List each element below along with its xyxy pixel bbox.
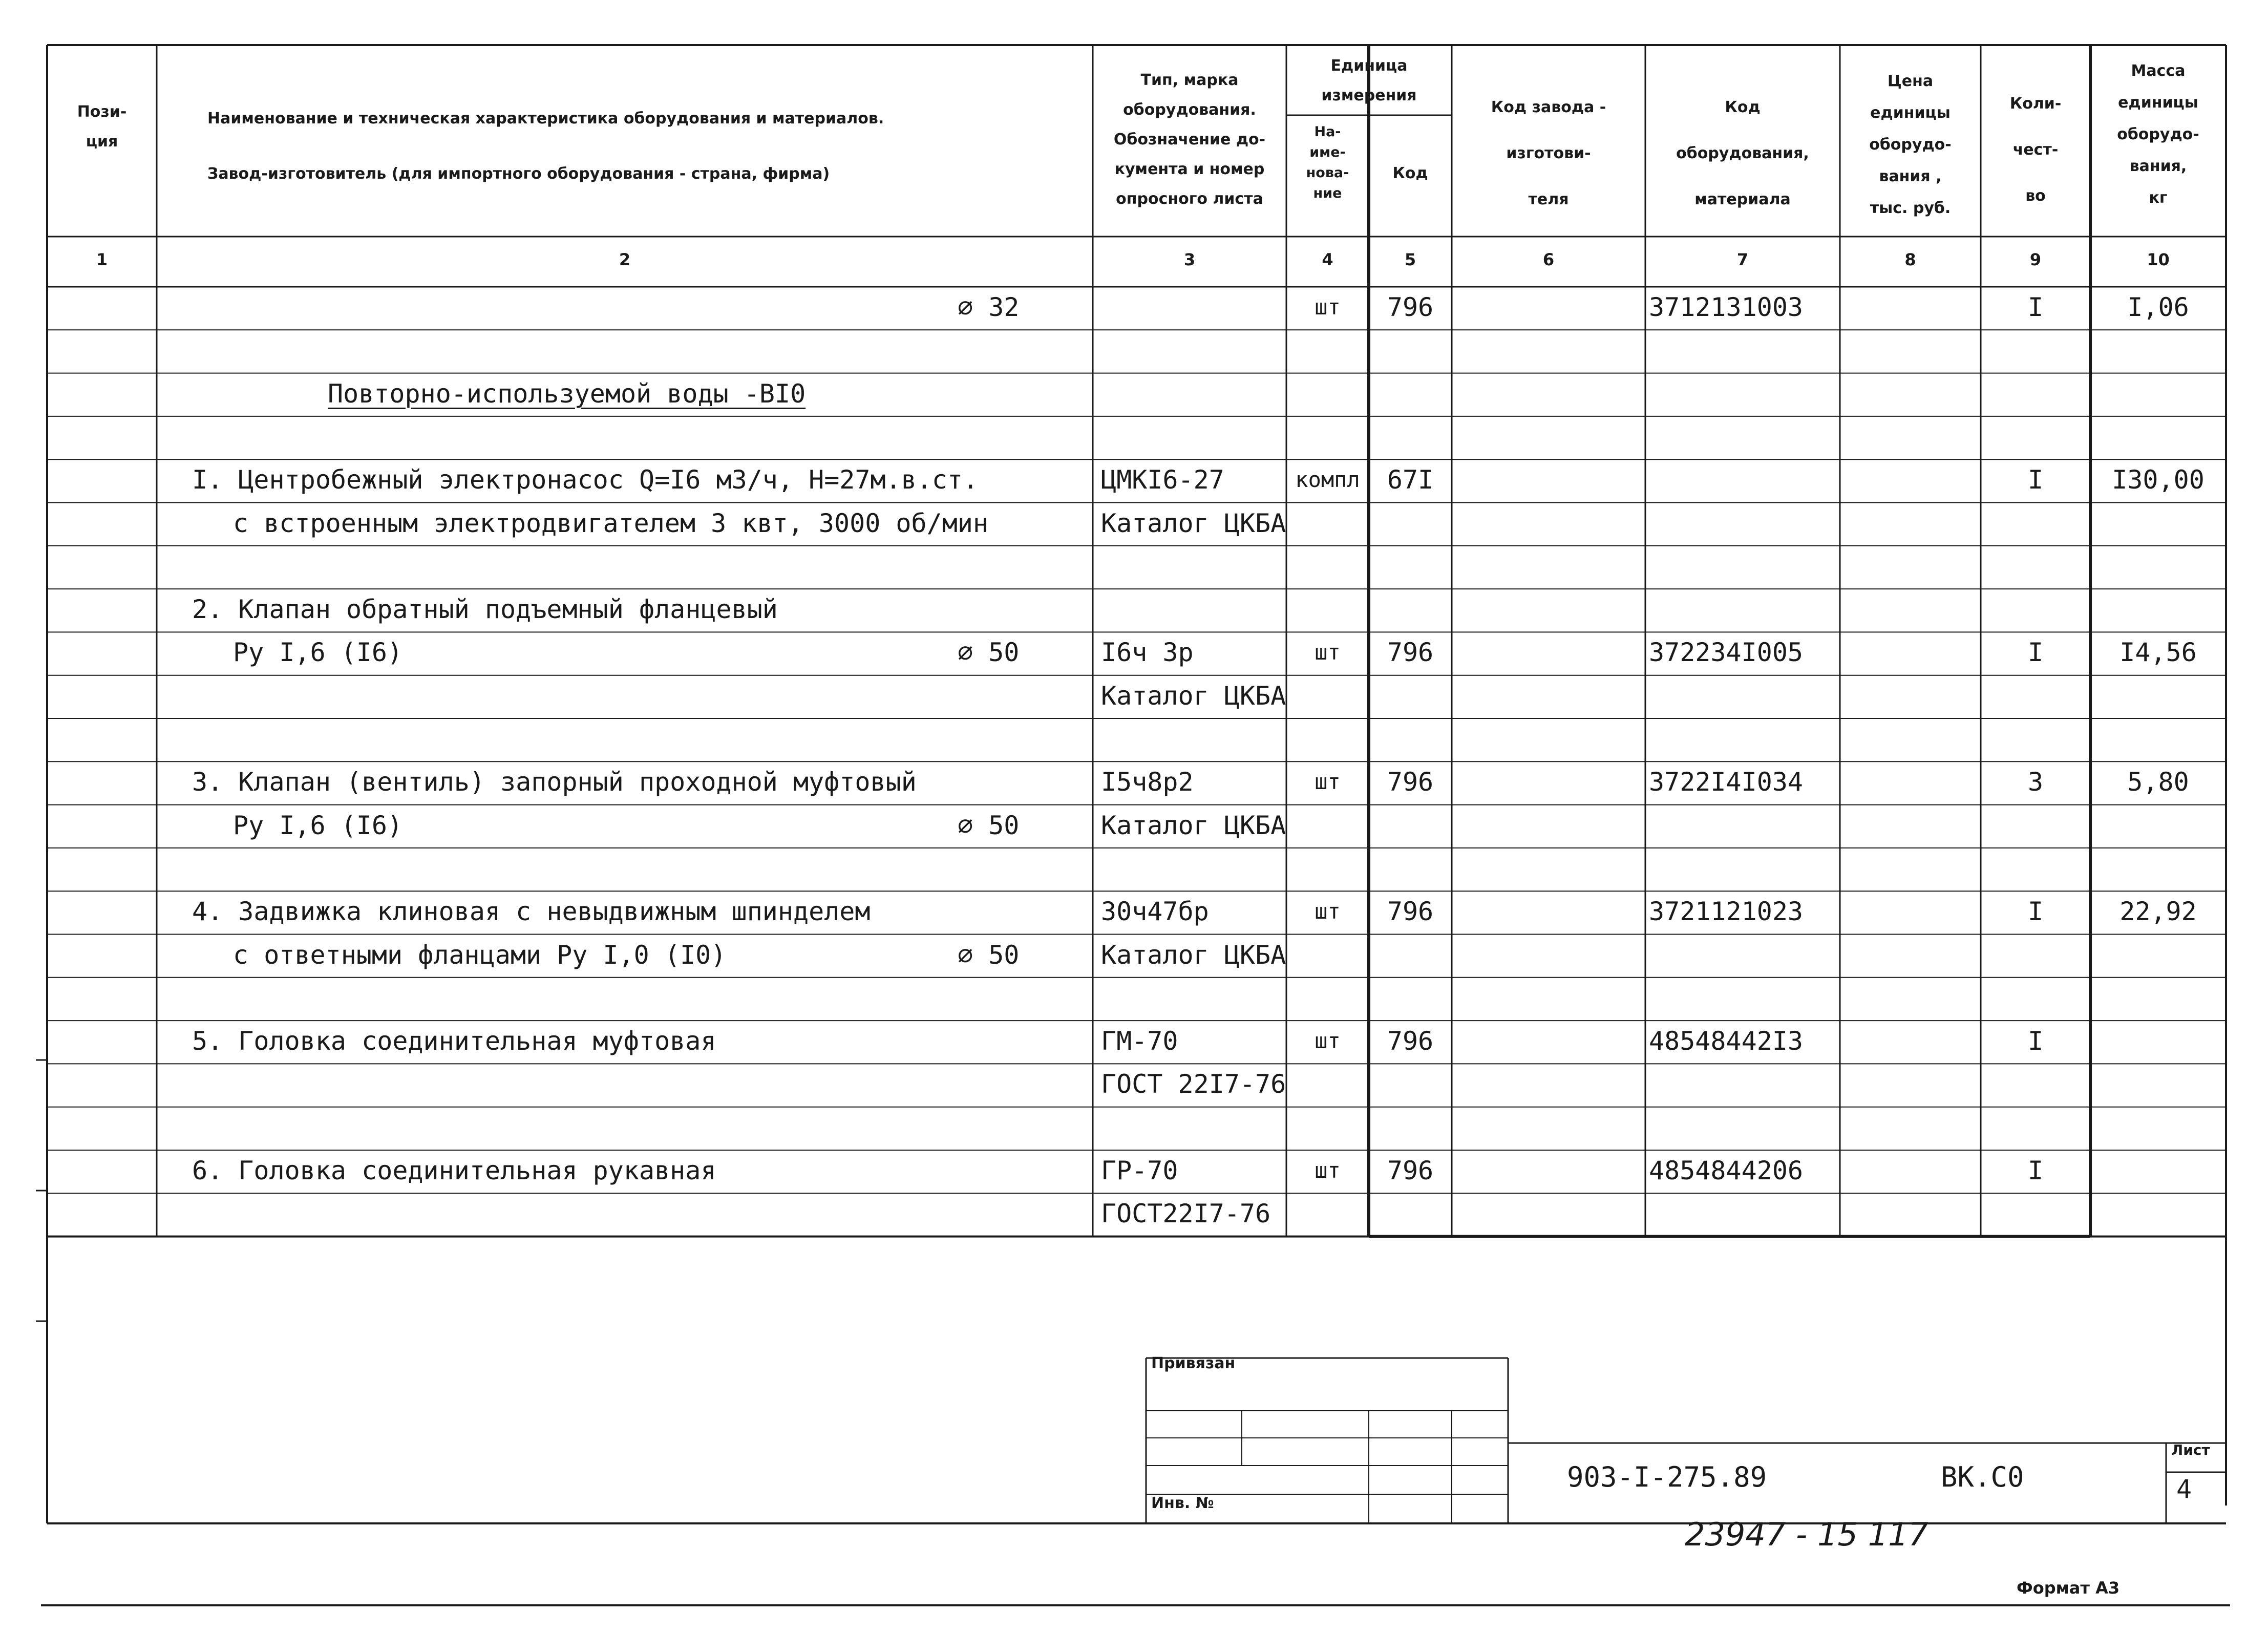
column-number: 6: [1542, 250, 1555, 269]
header-h1: Пози- ция: [77, 103, 127, 151]
header-h4: На- име- нова- ние: [1306, 124, 1349, 201]
header-h7: Код оборудования, материала: [1676, 98, 1809, 208]
unit-name: шт: [1315, 769, 1341, 795]
unit-mass: I30,00: [2112, 465, 2205, 495]
unit-mass: 5,80: [2127, 767, 2189, 797]
header-h6: Код завода - изготови- теля: [1491, 98, 1606, 208]
unit-name: шт: [1315, 1028, 1341, 1054]
unit-code: 796: [1387, 638, 1434, 668]
nominal-diameter: ⌀ 50: [958, 810, 1020, 840]
equipment-type: I5ч8р2: [1101, 767, 1194, 797]
equipment-type: Каталог ЦКБА: [1101, 810, 1286, 840]
header-h9: Коли- чест- во: [2009, 95, 2062, 205]
quantity: I: [2027, 465, 2044, 495]
equipment-type: ГМ-70: [1101, 1026, 1178, 1056]
equipment-type: Каталог ЦКБА: [1101, 681, 1286, 711]
equipment-code: 48548442I3: [1649, 1026, 1804, 1056]
equipment-type: 30ч47бр: [1101, 897, 1209, 927]
item-name: Ру I,6 (I6): [233, 638, 403, 668]
equipment-code: 3712131003: [1649, 292, 1804, 322]
unit-name: шт: [1315, 1158, 1341, 1183]
quantity: I: [2027, 638, 2044, 668]
unit-mass: 22,92: [2119, 897, 2197, 927]
equipment-type: Каталог ЦКБА: [1101, 508, 1286, 538]
unit-code: 67I: [1387, 465, 1434, 495]
column-number: 8: [1904, 250, 1916, 269]
nominal-diameter: ⌀ 50: [958, 940, 1020, 970]
item-name: 5. Головка соединительная муфтовая: [192, 1026, 716, 1056]
item-name: 6. Головка соединительная рукавная: [192, 1156, 716, 1185]
item-name: Ру I,6 (I6): [233, 810, 403, 840]
item-name: 2. Клапан обратный подъемный фланцевый: [192, 595, 778, 625]
unit-name: шт: [1315, 294, 1341, 320]
unit-code: 796: [1387, 767, 1434, 797]
column-number: 2: [619, 250, 631, 269]
equipment-type: Каталог ЦКБА: [1101, 940, 1286, 970]
sheet-number: 4: [2176, 1474, 2192, 1504]
header-h2: Наименование и техническая характеристика оборудования и материалов. Завод-изготовитель (для импортного оборудования - страна, фирма): [207, 110, 884, 183]
equipment-code: 4854844206: [1649, 1156, 1804, 1185]
column-number: 1: [96, 250, 108, 269]
equipment-code: 3722I4I034: [1649, 767, 1804, 797]
header-h4_group: Единица измерения: [1321, 57, 1417, 104]
unit-code: 796: [1387, 1156, 1434, 1185]
quantity: I: [2027, 1026, 2044, 1056]
column-number: 10: [2147, 250, 2170, 269]
unit-mass: I4,56: [2119, 638, 2197, 668]
inventory-number-label: Инв. №: [1151, 1494, 1214, 1512]
document-code: 903-I-275.89: [1567, 1461, 1767, 1493]
header-h3: Тип, марка оборудования. Обозначение до- кумента и номер опросного листа: [1113, 71, 1266, 208]
sheet-label: Лист: [2171, 1441, 2210, 1458]
unit-code: 796: [1387, 292, 1434, 322]
document-mark: ВК.С0: [1941, 1461, 2024, 1493]
quantity: 3: [2027, 767, 2044, 797]
unit-code: 796: [1387, 897, 1434, 927]
item-name: 3. Клапан (вентиль) запорный проходной муфтовый: [192, 767, 917, 797]
nominal-diameter: ⌀ 50: [958, 638, 1020, 668]
quantity: I: [2027, 1156, 2044, 1185]
equipment-type: ГР-70: [1101, 1156, 1178, 1185]
equipment-code: 3721121023: [1649, 897, 1804, 927]
column-number: 5: [1404, 250, 1416, 269]
item-name: I. Центробежный электронасос Q=I6 м3/ч, Н=27м.в.ст.: [192, 465, 979, 495]
column-number: 4: [1322, 250, 1333, 269]
header-h10: Масса единицы оборудо- вания, кг: [2117, 62, 2199, 207]
column-number: 7: [1736, 250, 1749, 269]
header-h8: Цена единицы оборудо- вания , тыс. руб.: [1869, 72, 1952, 217]
header-h5: Код: [1392, 164, 1428, 182]
unit-name: шт: [1315, 899, 1341, 924]
equipment-type: ЦМКI6-27: [1101, 465, 1224, 495]
item-name: с ответными фланцами Ру I,0 (I0): [233, 940, 727, 970]
equipment-code: 372234I005: [1649, 638, 1804, 668]
item-name: с встроенным электродвигателем 3 квт, 3000 об/мин: [233, 508, 989, 538]
unit-code: 796: [1387, 1026, 1434, 1056]
item-name: Повторно-используемой воды -BI0: [328, 378, 806, 409]
quantity: I: [2027, 292, 2044, 322]
equipment-type: ГОСТ22I7-76: [1101, 1199, 1271, 1229]
column-number: 9: [2029, 250, 2042, 269]
nominal-diameter: ⌀ 32: [958, 292, 1020, 322]
unit-name: компл: [1295, 467, 1360, 493]
equipment-type: I6ч 3р: [1101, 638, 1194, 668]
unit-mass: I,06: [2127, 292, 2189, 322]
equipment-type: ГОСТ 22I7-76: [1101, 1069, 1286, 1099]
quantity: I: [2027, 897, 2044, 927]
handwritten-inventory-number: 23947 - 15 117: [1685, 1516, 1928, 1553]
column-number: 3: [1183, 250, 1196, 269]
format-label: Формат А3: [2017, 1578, 2120, 1598]
unit-name: шт: [1315, 640, 1341, 665]
item-name: 4. Задвижка клиновая с невыдвижным шпинделем: [192, 897, 871, 927]
privyazan-label: Привязан: [1151, 1354, 1236, 1372]
